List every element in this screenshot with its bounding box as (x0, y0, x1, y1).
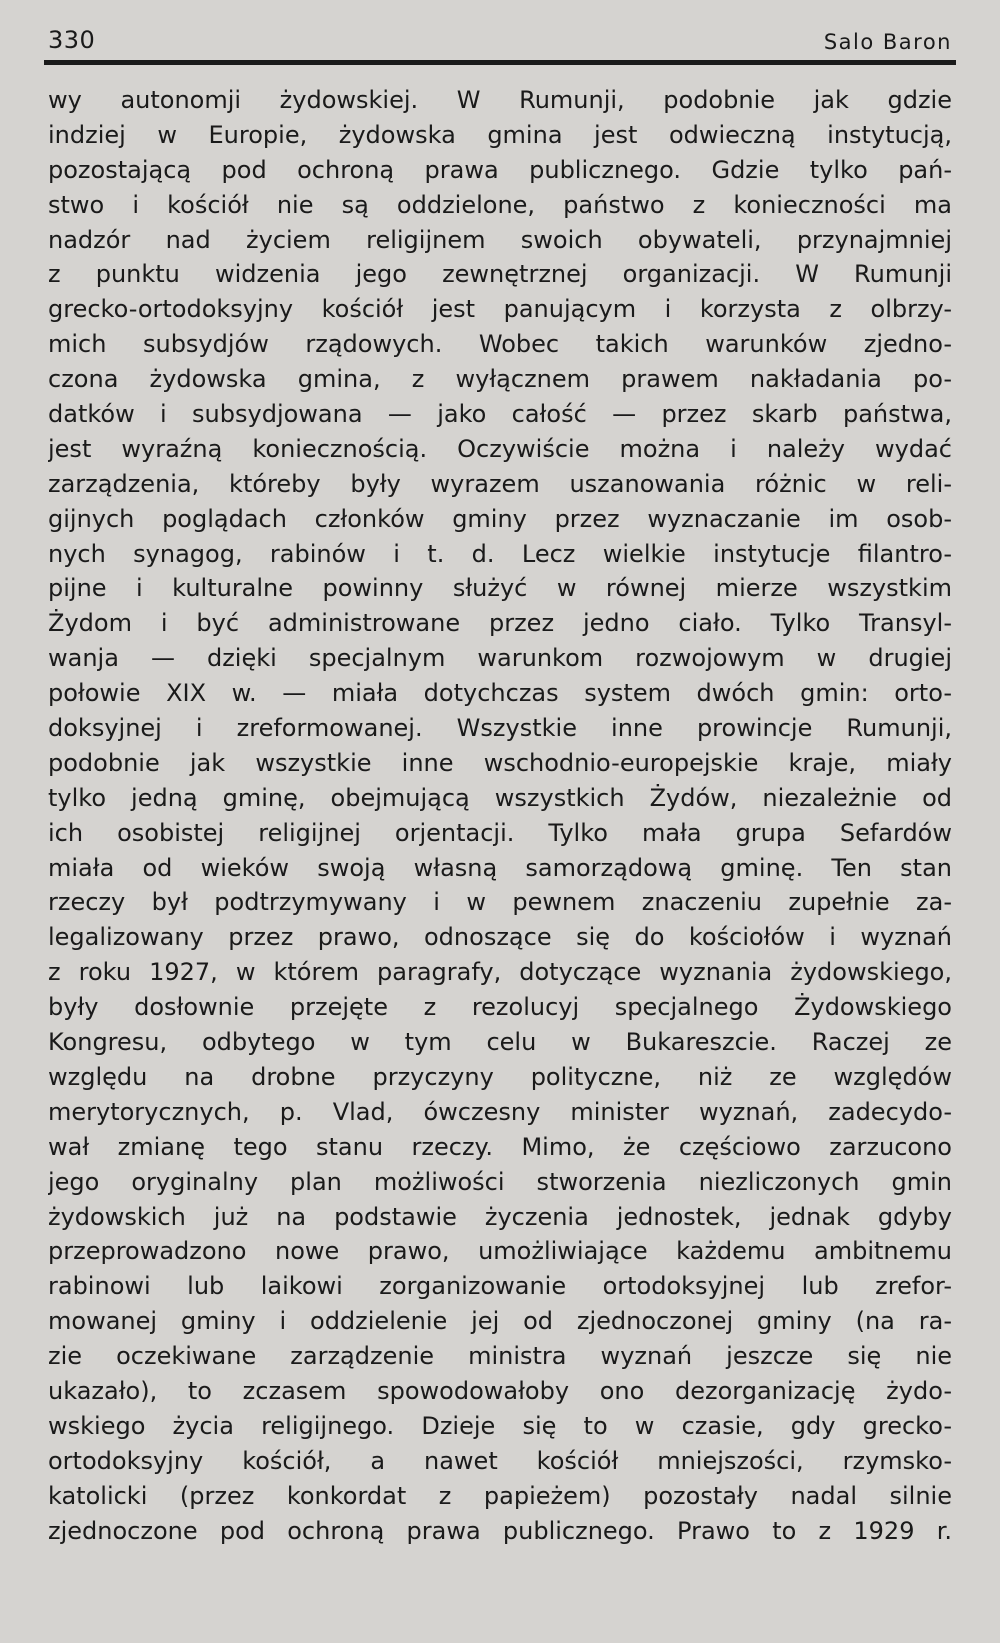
text-line: ukazało), to zczasem spowodowałoby ono dezorganizację żydo- (48, 1376, 952, 1405)
text-line: katolicki (przez konkordat z papieżem) pozostały nadal silnie (48, 1481, 952, 1510)
page-header (44, 18, 956, 54)
text-line: wy autonomji żydowskiej. W Rumunji, podobnie jak gdzie (48, 86, 952, 114)
text-line: połowie XIX w. — miała dotychczas system dwóch gmin: orto- (48, 679, 952, 708)
text-line: mowanej gminy i oddzielenie jej od zjednoczonej gminy (na ra- (48, 1307, 952, 1336)
text-line: z punktu widzenia jego zewnętrznej organizacji. W Rumunji (48, 260, 952, 289)
text-line: rzeczy był podtrzymywany i w pewnem znaczeniu zupełnie za- (48, 888, 952, 917)
text-line: zarządzenia, któreby były wyrazem uszanowania różnic w reli- (48, 469, 952, 498)
text-line: ortodoksyjny kościół, a nawet kościół mniejszości, rzymsko- (48, 1446, 952, 1475)
text-line: gijnych poglądach członków gminy przez wyznaczanie im osob- (48, 504, 952, 533)
text-line: doksyjnej i zreformowanej. Wszystkie inne prowincje Rumunji, (48, 714, 952, 743)
text-line: pijne i kulturalne powinny służyć w równej mierze wszystkim (48, 574, 952, 603)
body-text (44, 83, 956, 1548)
header-rule (44, 60, 956, 65)
text-line: żydowskich już na podstawie życzenia jednostek, jednak gdyby (48, 1202, 952, 1231)
text-line: merytorycznych, p. Vlad, ówczesny minister wyznań, zadecydo- (48, 1097, 952, 1126)
text-line: nadzór nad życiem religijnem swoich obywateli, przynajmniej (48, 225, 952, 254)
text-line: nych synagog, rabinów i t. d. Lecz wielkie instytucje filantro- (48, 539, 952, 568)
running-head-author: Salo Baron (823, 30, 952, 54)
text-line: zjednoczone pod ochroną prawa publicznego. Prawo to z 1929 r. (48, 1516, 952, 1545)
text-line: wskiego życia religijnego. Dzieje się to w czasie, gdy grecko- (48, 1411, 952, 1440)
text-line: grecko-ortodoksyjny kościół jest panującym i korzysta z olbrzy- (48, 295, 952, 324)
text-line: pozostającą pod ochroną prawa publicznego. Gdzie tylko pań- (48, 155, 952, 184)
text-line: mich subsydjów rządowych. Wobec takich warunków zjedno- (48, 330, 952, 359)
text-line: ich osobistej religijnej orjentacji. Tylko mała grupa Sefardów (48, 818, 952, 847)
text-line: jego oryginalny plan możliwości stworzenia niezliczonych gmin (48, 1167, 952, 1196)
page-number: 330 (48, 26, 96, 54)
text-line: z roku 1927, w którem paragrafy, dotyczące wyznania żydowskiego, (48, 958, 952, 987)
text-line: tylko jedną gminę, obejmującą wszystkich Żydów, niezależnie od (48, 783, 952, 812)
text-line: legalizowany przez prawo, odnoszące się do kościołów i wyznań (48, 923, 952, 952)
text-line: czona żydowska gmina, z wyłącznem prawem nakładania po- (48, 365, 952, 394)
text-line: przeprowadzono nowe prawo, umożliwiające każdemu ambitnemu (48, 1237, 952, 1266)
text-line: względu na drobne przyczyny polityczne, niż ze względów (48, 1062, 952, 1091)
text-line: były dosłownie przejęte z rezolucyj specjalnego Żydowskiego (48, 993, 952, 1022)
text-line: Żydom i być administrowane przez jedno ciało. Tylko Transyl- (48, 609, 952, 638)
text-line: wanja — dzięki specjalnym warunkom rozwojowym w drugiej (48, 644, 952, 673)
text-line: datków i subsydjowana — jako całość — przez skarb państwa, (48, 400, 952, 429)
text-line: podobnie jak wszystkie inne wschodnio-europejskie kraje, miały (48, 748, 952, 777)
text-line: stwo i kościół nie są oddzielone, państwo z konieczności ma (48, 190, 952, 219)
text-line: zie oczekiwane zarządzenie ministra wyznań jeszcze się nie (48, 1342, 952, 1371)
text-line: rabinowi lub laikowi zorganizowanie ortodoksyjnej lub zrefor- (48, 1272, 952, 1301)
text-line: miała od wieków swoją własną samorządową gminę. Ten stan (48, 853, 952, 882)
text-line: wał zmianę tego stanu rzeczy. Mimo, że częściowo zarzucono (48, 1132, 952, 1161)
text-line: indziej w Europie, żydowska gmina jest odwieczną instytucją, (48, 120, 952, 149)
text-line: jest wyraźną koniecznością. Oczywiście można i należy wydać (48, 434, 952, 463)
text-line: Kongresu, odbytego w tym celu w Bukareszcie. Raczej ze (48, 1028, 952, 1057)
